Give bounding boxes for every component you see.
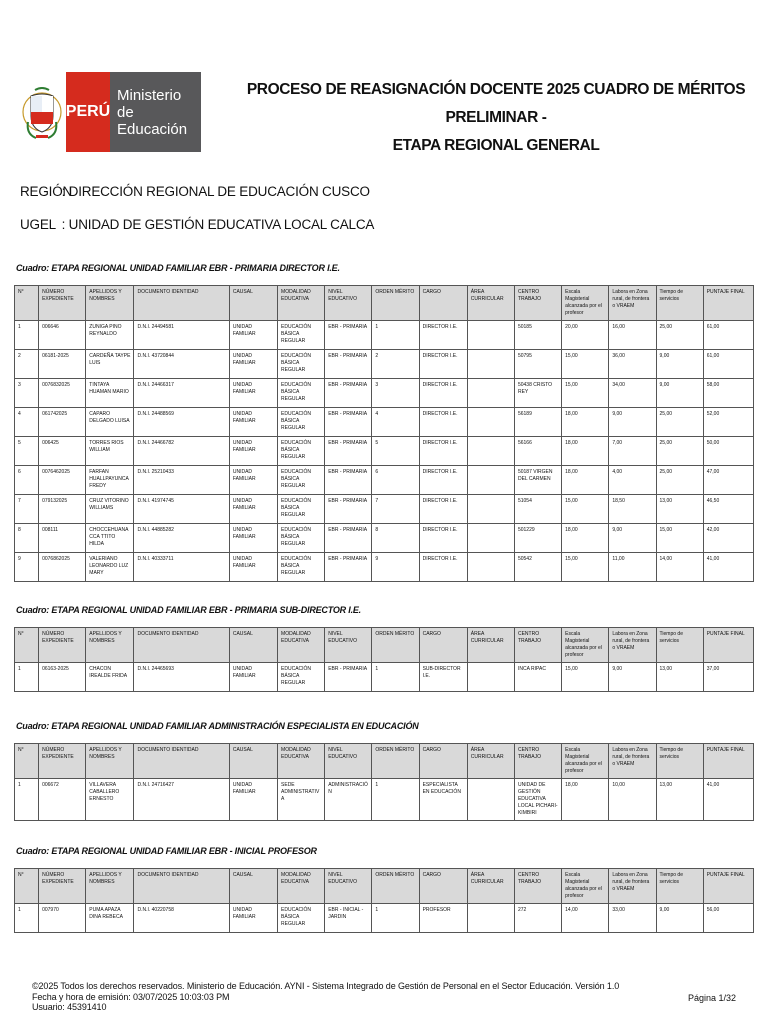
- table-cell: D.N.I. 24716427: [134, 779, 229, 821]
- table-cell: D.N.I. 40333711: [134, 553, 229, 582]
- table-cell: 18,00: [562, 408, 609, 437]
- merit-table: [14, 285, 754, 582]
- table-cell: 006672: [39, 779, 86, 821]
- table-cell: SEDE ADMINISTRATIVA: [278, 779, 325, 821]
- table-cell: [467, 321, 514, 350]
- table-cell: 18,00: [562, 524, 609, 553]
- table-cell: UNIDAD FAMILIAR: [229, 466, 277, 495]
- footer: [32, 981, 619, 1013]
- table-cell: 18,00: [562, 466, 609, 495]
- column-header: Tiempo de servicios: [656, 744, 703, 779]
- table-cell: 1: [372, 663, 419, 692]
- column-header: Labora en Zona rural, de frontera o VRAEM: [609, 628, 656, 663]
- table-cell: 52,00: [703, 408, 753, 437]
- column-header: ORDEN MÉRITO: [372, 628, 419, 663]
- table-cell: [467, 437, 514, 466]
- table-cell: 007970: [39, 904, 86, 933]
- column-header: Tiempo de servicios: [656, 628, 703, 663]
- column-header: ÁREA CURRICULAR: [467, 744, 514, 779]
- column-header: N°: [15, 744, 39, 779]
- table-cell: 50438 CRISTO REY: [514, 379, 561, 408]
- column-header: ÁREA CURRICULAR: [467, 286, 514, 321]
- table-row: [15, 779, 754, 821]
- column-header: APELLIDOS Y NOMBRES: [86, 628, 134, 663]
- column-header: CARGO: [419, 628, 467, 663]
- table-cell: UNIDAD FAMILIAR: [229, 524, 277, 553]
- column-header: CENTRO TRABAJO: [514, 744, 561, 779]
- table-cell: 006425: [39, 437, 86, 466]
- title-line2: ETAPA REGIONAL GENERAL: [392, 137, 600, 154]
- column-header: MODALIDAD EDUCATIVA: [278, 628, 325, 663]
- table-cell: 15,00: [562, 553, 609, 582]
- table-cell: 36,00: [609, 350, 656, 379]
- table-cell: 14,00: [656, 553, 703, 582]
- ugel-label: UGEL: [20, 217, 56, 232]
- table-cell: DIRECTOR I.E.: [419, 350, 467, 379]
- table-row: [15, 350, 754, 379]
- table-cell: [467, 379, 514, 408]
- region-label: REGIÓN: [20, 184, 73, 199]
- column-header: CENTRO TRABAJO: [514, 869, 561, 904]
- table-cell: EDUCACIÓN BÁSICA REGULAR: [278, 904, 325, 933]
- region-line: [20, 184, 370, 199]
- table-cell: 8: [372, 524, 419, 553]
- table-cell: PROFESOR: [419, 904, 467, 933]
- column-header: NÚMERO EXPEDIENTE: [39, 286, 86, 321]
- table-cell: EDUCACIÓN BÁSICA REGULAR: [278, 495, 325, 524]
- table-cell: 4: [372, 408, 419, 437]
- table-row: [15, 553, 754, 582]
- table-cell: 11,00: [609, 553, 656, 582]
- table-cell: 14,00: [562, 904, 609, 933]
- table-cell: 2: [372, 350, 419, 379]
- footer-emission-date: Fecha y hora de emisión: 03/07/2025 10:03:03 PM: [32, 991, 230, 1002]
- table-cell: TINTAYA HUAMAN MARIO: [86, 379, 134, 408]
- column-header: N°: [15, 869, 39, 904]
- table-cell: CHOCCEHUANACCA TTITO HILDA: [86, 524, 134, 553]
- table-cell: 25,00: [656, 466, 703, 495]
- table-cell: 4,00: [609, 466, 656, 495]
- region-value: : DIRECCIÓN REGIONAL DE EDUCACIÓN CUSCO: [61, 184, 370, 199]
- table-cell: 06163-2025: [39, 663, 86, 692]
- table-cell: [467, 408, 514, 437]
- table-cell: [467, 553, 514, 582]
- table-cell: EDUCACIÓN BÁSICA REGULAR: [278, 350, 325, 379]
- table-cell: DIRECTOR I.E.: [419, 524, 467, 553]
- table-cell: EBR - PRIMARIA: [325, 321, 372, 350]
- table-cell: 15,00: [562, 379, 609, 408]
- table-cell: D.N.I. 24466782: [134, 437, 229, 466]
- table-cell: 8: [15, 524, 39, 553]
- table-cell: [467, 466, 514, 495]
- table-cell: 47,00: [703, 466, 753, 495]
- table-cell: 06181-2025: [39, 350, 86, 379]
- table-cell: 46,50: [703, 495, 753, 524]
- table-cell: [467, 495, 514, 524]
- table-cell: EDUCACIÓN BÁSICA REGULAR: [278, 379, 325, 408]
- table-cell: DIRECTOR I.E.: [419, 408, 467, 437]
- column-header: CAUSAL: [229, 286, 277, 321]
- table-cell: 18,00: [562, 779, 609, 821]
- logo-line2: de Educación: [117, 103, 188, 138]
- table-cell: 006646: [39, 321, 86, 350]
- column-header: NÚMERO EXPEDIENTE: [39, 744, 86, 779]
- logo-country: PERÚ: [66, 72, 110, 152]
- column-header: N°: [15, 286, 39, 321]
- table-cell: EBR - PRIMARIA: [325, 495, 372, 524]
- table-row: [15, 466, 754, 495]
- column-header: MODALIDAD EDUCATIVA: [278, 744, 325, 779]
- column-header: CARGO: [419, 286, 467, 321]
- table-cell: 1: [15, 321, 39, 350]
- table-cell: 0076862025: [39, 553, 86, 582]
- column-header: Labora en Zona rural, de frontera o VRAEM: [609, 286, 656, 321]
- section-title: Cuadro: ETAPA REGIONAL UNIDAD FAMILIAR EBR - PRIMARIA DIRECTOR I.E.: [16, 263, 340, 273]
- table-cell: [467, 524, 514, 553]
- table-cell: 41,00: [703, 553, 753, 582]
- table-cell: 56166: [514, 437, 561, 466]
- column-header: PUNTAJE FINAL: [703, 628, 753, 663]
- table-cell: VALERIANO LEONARDO LUZ MARY: [86, 553, 134, 582]
- table-cell: 1: [15, 779, 39, 821]
- column-header: ORDEN MÉRITO: [372, 869, 419, 904]
- table-cell: 9: [15, 553, 39, 582]
- table-row: [15, 437, 754, 466]
- table-cell: 061742025: [39, 408, 86, 437]
- table-cell: 9,00: [609, 524, 656, 553]
- section-title: Cuadro: ETAPA REGIONAL UNIDAD FAMILIAR EBR - INICIAL PROFESOR: [16, 846, 317, 856]
- table-cell: 16,00: [609, 321, 656, 350]
- footer-copyright: ©2025 Todos los derechos reservados. Ministerio de Educación. AYNI - Sistema Integrado de Gestión de Personal en el Sector Educación. Versión 1.0: [32, 981, 620, 991]
- ministry-logo: [18, 72, 201, 152]
- column-header: CARGO: [419, 744, 467, 779]
- table-cell: [467, 904, 514, 933]
- table-cell: 008111: [39, 524, 86, 553]
- column-header: ÁREA CURRICULAR: [467, 628, 514, 663]
- table-cell: D.N.I. 25210433: [134, 466, 229, 495]
- column-header: Tiempo de servicios: [656, 286, 703, 321]
- column-header: CENTRO TRABAJO: [514, 628, 561, 663]
- table-header-row: [15, 869, 754, 904]
- footer-user: Usuario: 45391410: [32, 1002, 107, 1012]
- column-header: CAUSAL: [229, 869, 277, 904]
- table-cell: 13,00: [656, 663, 703, 692]
- table-cell: EDUCACIÓN BÁSICA REGULAR: [278, 321, 325, 350]
- column-header: PUNTAJE FINAL: [703, 744, 753, 779]
- merit-table: [14, 627, 754, 692]
- table-cell: 33,00: [609, 904, 656, 933]
- table-cell: 5: [372, 437, 419, 466]
- table-cell: 1: [15, 904, 39, 933]
- table-cell: 51054: [514, 495, 561, 524]
- table-cell: EDUCACIÓN BÁSICA REGULAR: [278, 524, 325, 553]
- column-header: ORDEN MÉRITO: [372, 286, 419, 321]
- table-cell: UNIDAD FAMILIAR: [229, 408, 277, 437]
- column-header: ORDEN MÉRITO: [372, 744, 419, 779]
- table-cell: 9,00: [656, 904, 703, 933]
- table-header-row: [15, 286, 754, 321]
- table-cell: 10,00: [609, 779, 656, 821]
- table-row: [15, 524, 754, 553]
- column-header: APELLIDOS Y NOMBRES: [86, 869, 134, 904]
- table-cell: 7: [15, 495, 39, 524]
- table-cell: 15,00: [562, 350, 609, 379]
- column-header: APELLIDOS Y NOMBRES: [86, 744, 134, 779]
- table-cell: INCA RIPAC: [514, 663, 561, 692]
- table-cell: D.N.I. 41974745: [134, 495, 229, 524]
- table-cell: 15,00: [562, 663, 609, 692]
- table-cell: 34,00: [609, 379, 656, 408]
- table-cell: EDUCACIÓN BÁSICA REGULAR: [278, 408, 325, 437]
- table-cell: 56189: [514, 408, 561, 437]
- table-cell: EBR - PRIMARIA: [325, 408, 372, 437]
- table-cell: 501229: [514, 524, 561, 553]
- table-cell: D.N.I. 44885282: [134, 524, 229, 553]
- table-cell: DIRECTOR I.E.: [419, 553, 467, 582]
- table-cell: 9,00: [609, 408, 656, 437]
- column-header: Escala Magisterial alcanzada por el profesor: [562, 628, 609, 663]
- table-row: [15, 663, 754, 692]
- column-header: N°: [15, 628, 39, 663]
- table-cell: 15,00: [562, 495, 609, 524]
- table-cell: 61,00: [703, 350, 753, 379]
- table-cell: EBR - PRIMARIA: [325, 350, 372, 379]
- column-header: Tiempo de servicios: [656, 869, 703, 904]
- table-cell: 61,00: [703, 321, 753, 350]
- column-header: Escala Magisterial alcanzada por el profesor: [562, 744, 609, 779]
- table-cell: FARFAN HUALLPAYUNCA FREDY: [86, 466, 134, 495]
- table-cell: VILLAVERA CABALLERO ERNESTO: [86, 779, 134, 821]
- table-cell: UNIDAD DE GESTIÓN EDUCATIVA LOCAL PICHARI-KIMBIRI: [514, 779, 561, 821]
- table-cell: 2: [15, 350, 39, 379]
- column-header: APELLIDOS Y NOMBRES: [86, 286, 134, 321]
- table-cell: EDUCACIÓN BÁSICA REGULAR: [278, 663, 325, 692]
- table-cell: EBR - PRIMARIA: [325, 553, 372, 582]
- table-cell: 42,00: [703, 524, 753, 553]
- table-cell: CHACON IREALDE FRIDA: [86, 663, 134, 692]
- table-cell: 3: [372, 379, 419, 408]
- table-cell: 37,00: [703, 663, 753, 692]
- title-line1: PROCESO DE REASIGNACIÓN DOCENTE 2025 CUADRO DE MÉRITOS PRELIMINAR -: [246, 81, 746, 126]
- table-cell: 13,00: [656, 495, 703, 524]
- table-cell: EBR - PRIMARIA: [325, 437, 372, 466]
- table-cell: 56,00: [703, 904, 753, 933]
- table-cell: ZUNIGA PINO REYNALDO: [86, 321, 134, 350]
- table-cell: ADMINISTRACIÓN: [325, 779, 372, 821]
- table-cell: UNIDAD FAMILIAR: [229, 321, 277, 350]
- table-cell: EDUCACIÓN BÁSICA REGULAR: [278, 437, 325, 466]
- merit-table: [14, 743, 754, 821]
- table-cell: D.N.I. 40220758: [134, 904, 229, 933]
- table-cell: EBR - PRIMARIA: [325, 466, 372, 495]
- table-row: [15, 408, 754, 437]
- table-cell: 25,00: [656, 437, 703, 466]
- table-row: [15, 321, 754, 350]
- column-header: Labora en Zona rural, de frontera o VRAEM: [609, 744, 656, 779]
- table-cell: 0076832025: [39, 379, 86, 408]
- table-cell: DIRECTOR I.E.: [419, 321, 467, 350]
- table-cell: SUB-DIRECTOR I.E.: [419, 663, 467, 692]
- table-cell: 7: [372, 495, 419, 524]
- table-cell: [467, 350, 514, 379]
- table-cell: EDUCACIÓN BÁSICA REGULAR: [278, 553, 325, 582]
- column-header: DOCUMENTO IDENTIDAD: [134, 869, 229, 904]
- column-header: MODALIDAD EDUCATIVA: [278, 286, 325, 321]
- column-header: MODALIDAD EDUCATIVA: [278, 869, 325, 904]
- table-cell: D.N.I. 24488569: [134, 408, 229, 437]
- table-cell: 1: [372, 779, 419, 821]
- table-cell: UNIDAD FAMILIAR: [229, 904, 277, 933]
- column-header: NIVEL EDUCATIVO: [325, 744, 372, 779]
- column-header: CARGO: [419, 869, 467, 904]
- table-cell: 15,00: [656, 524, 703, 553]
- table-cell: 1: [15, 663, 39, 692]
- table-cell: DIRECTOR I.E.: [419, 437, 467, 466]
- table-cell: 13,00: [656, 779, 703, 821]
- table-cell: 41,00: [703, 779, 753, 821]
- logo-line1: Ministerio: [117, 86, 182, 104]
- coat-of-arms-icon: [18, 72, 66, 152]
- table-header-row: [15, 628, 754, 663]
- column-header: Escala Magisterial alcanzada por el profesor: [562, 286, 609, 321]
- table-cell: D.N.I. 24465693: [134, 663, 229, 692]
- table-cell: UNIDAD FAMILIAR: [229, 553, 277, 582]
- section-title: Cuadro: ETAPA REGIONAL UNIDAD FAMILIAR EBR - PRIMARIA SUB-DIRECTOR I.E.: [16, 605, 361, 615]
- table-cell: 1: [372, 321, 419, 350]
- column-header: Labora en Zona rural, de frontera o VRAEM: [609, 869, 656, 904]
- table-cell: DIRECTOR I.E.: [419, 466, 467, 495]
- table-cell: EBR - INICIAL - JARDIN: [325, 904, 372, 933]
- column-header: NIVEL EDUCATIVO: [325, 628, 372, 663]
- table-cell: 272: [514, 904, 561, 933]
- table-header-row: [15, 744, 754, 779]
- table-cell: 58,00: [703, 379, 753, 408]
- document-title: [236, 76, 756, 160]
- table-cell: DIRECTOR I.E.: [419, 379, 467, 408]
- table-row: [15, 495, 754, 524]
- column-header: CAUSAL: [229, 628, 277, 663]
- table-cell: [467, 779, 514, 821]
- table-cell: D.N.I. 24466317: [134, 379, 229, 408]
- table-cell: 1: [372, 904, 419, 933]
- table-cell: PUMA APAZA DINA REBECA: [86, 904, 134, 933]
- column-header: DOCUMENTO IDENTIDAD: [134, 286, 229, 321]
- column-header: PUNTAJE FINAL: [703, 286, 753, 321]
- table-cell: 9,00: [609, 663, 656, 692]
- table-cell: CAPARO DELGADO LUISA: [86, 408, 134, 437]
- table-cell: UNIDAD FAMILIAR: [229, 350, 277, 379]
- table-cell: 5: [15, 437, 39, 466]
- table-cell: 50542: [514, 553, 561, 582]
- column-header: NIVEL EDUCATIVO: [325, 869, 372, 904]
- table-cell: 9,00: [656, 350, 703, 379]
- table-cell: UNIDAD FAMILIAR: [229, 663, 277, 692]
- column-header: CENTRO TRABAJO: [514, 286, 561, 321]
- table-cell: 25,00: [656, 408, 703, 437]
- table-cell: UNIDAD FAMILIAR: [229, 379, 277, 408]
- table-cell: EBR - PRIMARIA: [325, 379, 372, 408]
- section-title: Cuadro: ETAPA REGIONAL UNIDAD FAMILIAR ADMINISTRACIÓN ESPECIALISTA EN EDUCACIÓN: [16, 721, 419, 731]
- table-cell: 18,50: [609, 495, 656, 524]
- table-cell: 7,00: [609, 437, 656, 466]
- table-cell: EBR - PRIMARIA: [325, 663, 372, 692]
- page-number: Página 1/32: [687, 993, 736, 1003]
- table-cell: CARDEÑA TAYPE LUIS: [86, 350, 134, 379]
- table-cell: 50795: [514, 350, 561, 379]
- table-cell: UNIDAD FAMILIAR: [229, 779, 277, 821]
- column-header: NÚMERO EXPEDIENTE: [39, 869, 86, 904]
- table-cell: 50,00: [703, 437, 753, 466]
- column-header: DOCUMENTO IDENTIDAD: [134, 628, 229, 663]
- table-cell: 3: [15, 379, 39, 408]
- column-header: Escala Magisterial alcanzada por el profesor: [562, 869, 609, 904]
- table-cell: 079132025: [39, 495, 86, 524]
- table-cell: DIRECTOR I.E.: [419, 495, 467, 524]
- column-header: ÁREA CURRICULAR: [467, 869, 514, 904]
- column-header: DOCUMENTO IDENTIDAD: [134, 744, 229, 779]
- table-cell: D.N.I. 24494581: [134, 321, 229, 350]
- table-cell: ESPECIALISTA EN EDUCACIÓN: [419, 779, 467, 821]
- table-cell: UNIDAD FAMILIAR: [229, 437, 277, 466]
- table-cell: TORRES RIOS WILLIAM: [86, 437, 134, 466]
- table-row: [15, 904, 754, 933]
- table-cell: 50187 VIRGEN DEL CARMEN: [514, 466, 561, 495]
- table-cell: 20,00: [562, 321, 609, 350]
- column-header: NÚMERO EXPEDIENTE: [39, 628, 86, 663]
- table-cell: 4: [15, 408, 39, 437]
- ugel-line: [20, 217, 374, 232]
- table-cell: 9: [372, 553, 419, 582]
- table-cell: 6: [372, 466, 419, 495]
- logo-ministry-name: [110, 72, 201, 152]
- table-cell: UNIDAD FAMILIAR: [229, 495, 277, 524]
- merit-table: [14, 868, 754, 933]
- table-cell: 50185: [514, 321, 561, 350]
- table-cell: 18,00: [562, 437, 609, 466]
- column-header: PUNTAJE FINAL: [703, 869, 753, 904]
- table-cell: CRUZ VITORINO WILLIAMS: [86, 495, 134, 524]
- table-cell: EBR - PRIMARIA: [325, 524, 372, 553]
- table-cell: 0076462025: [39, 466, 86, 495]
- ugel-value: : UNIDAD DE GESTIÓN EDUCATIVA LOCAL CALCA: [61, 217, 375, 232]
- column-header: CAUSAL: [229, 744, 277, 779]
- table-cell: D.N.I. 43720844: [134, 350, 229, 379]
- table-cell: 25,00: [656, 321, 703, 350]
- table-cell: EDUCACIÓN BÁSICA REGULAR: [278, 466, 325, 495]
- table-cell: [467, 663, 514, 692]
- table-cell: 6: [15, 466, 39, 495]
- table-cell: 9,00: [656, 379, 703, 408]
- column-header: NIVEL EDUCATIVO: [325, 286, 372, 321]
- table-row: [15, 379, 754, 408]
